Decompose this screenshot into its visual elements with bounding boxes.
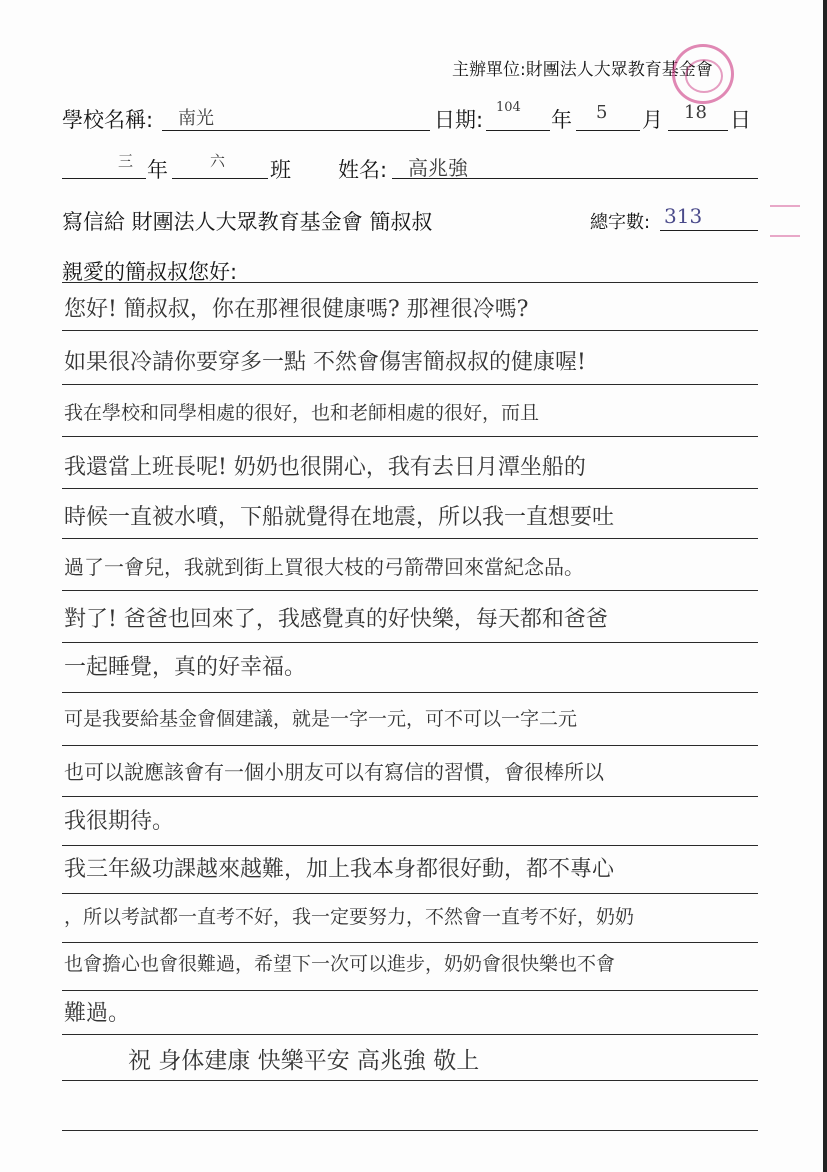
student-name-value: 高兆強 (408, 156, 468, 180)
ruled-line (62, 436, 758, 437)
letter-line: 您好! 簡叔叔，你在那裡很健康嗎? 那裡很冷嗎? (64, 297, 529, 322)
letter-line: 時候一直被水噴，下船就覺得在地震，所以我一直想要吐 (64, 505, 615, 530)
month-label: 月 (642, 108, 663, 132)
day-label: 日 (730, 108, 751, 132)
student-name-underline (392, 178, 758, 179)
letter-line: 一起睡覺，真的好幸福。 (64, 655, 307, 680)
date-label: 日期: (434, 108, 484, 132)
date-year-underline (486, 130, 550, 131)
letter-line: 過了一會兒，我就到街上買很大枝的弓箭帶回來當紀念品。 (64, 555, 584, 579)
student-name-label: 姓名: (338, 158, 388, 182)
letter-line: 我在學校和同學相處的很好，也和老師相處的很好，而且 (64, 402, 540, 424)
school-label: 學校名稱: (62, 108, 154, 132)
ruled-line (62, 1034, 758, 1035)
closing-line: 祝 身体建康 快樂平安 高兆強 敬上 (128, 1048, 480, 1074)
class-value: 六 (210, 152, 226, 170)
date-day-value: 18 (684, 102, 707, 123)
scan-edge (823, 0, 827, 1172)
date-year-value: 104 (496, 100, 521, 115)
word-count-value: 313 (664, 204, 703, 228)
ruled-line (62, 330, 758, 331)
organizer-seal (672, 44, 734, 104)
ruled-line (62, 990, 758, 991)
ruled-line (62, 745, 758, 746)
class-underline (172, 178, 268, 179)
organizer-header: 主辦單位:財團法人大眾教育基金會 (452, 60, 713, 80)
recipient-line: 寫信給 財團法人大眾教育基金會 簡叔叔 (62, 210, 433, 234)
ruled-line (62, 1130, 758, 1131)
word-count-label: 總字數: (590, 212, 651, 233)
ruled-line (62, 796, 758, 797)
ruled-line (62, 692, 758, 693)
grade-label: 年 (147, 158, 168, 182)
letter-line: 難過。 (64, 1001, 131, 1026)
letter-line: 我三年級功課越來越難，加上我本身都很好動，都不專心 (64, 857, 615, 882)
ruled-line (62, 893, 758, 894)
letter-line: 也可以說應該會有一個小朋友可以有寫信的習慣，會很棒所以 (64, 760, 604, 784)
letter-line: 我很期待。 (64, 809, 175, 834)
date-month-value: 5 (596, 102, 608, 123)
ruled-line (62, 1080, 758, 1081)
ruled-line (62, 642, 758, 643)
grade-value: 三 (118, 152, 134, 170)
letter-line: 也會擔心也會很難過，希望下一次可以進步，奶奶會很快樂也不會 (64, 953, 616, 975)
letter-line: ，所以考試都一直考不好，我一定要努力，不然會一直考不好，奶奶 (64, 906, 635, 928)
date-day-underline (668, 130, 728, 131)
grade-underline (62, 178, 146, 179)
year-label: 年 (551, 108, 572, 132)
received-stamp (770, 205, 800, 237)
letter-line: 如果很冷請你要穿多一點 不然會傷害簡叔叔的健康喔! (64, 350, 586, 375)
ruled-line (62, 538, 758, 539)
ruled-line (62, 845, 758, 846)
ruled-line (62, 942, 758, 943)
letter-line: 可是我要給基金會個建議，就是一字一元，可不可以一字二元 (64, 708, 578, 730)
class-label: 班 (270, 158, 291, 182)
word-count-underline (660, 230, 758, 231)
school-name-underline (162, 130, 430, 131)
ruled-line (62, 384, 758, 385)
ruled-line (62, 590, 758, 591)
ruled-line (62, 488, 758, 489)
school-name-value: 南光 (178, 108, 214, 129)
letter-line: 我還當上班長呢! 奶奶也很開心，我有去日月潭坐船的 (64, 455, 586, 480)
ruled-line (62, 282, 758, 283)
letter-line: 對了! 爸爸也回來了，我感覺真的好快樂，每天都和爸爸 (64, 607, 608, 632)
salutation: 親愛的簡叔叔您好: (62, 260, 238, 284)
date-month-underline (576, 130, 640, 131)
